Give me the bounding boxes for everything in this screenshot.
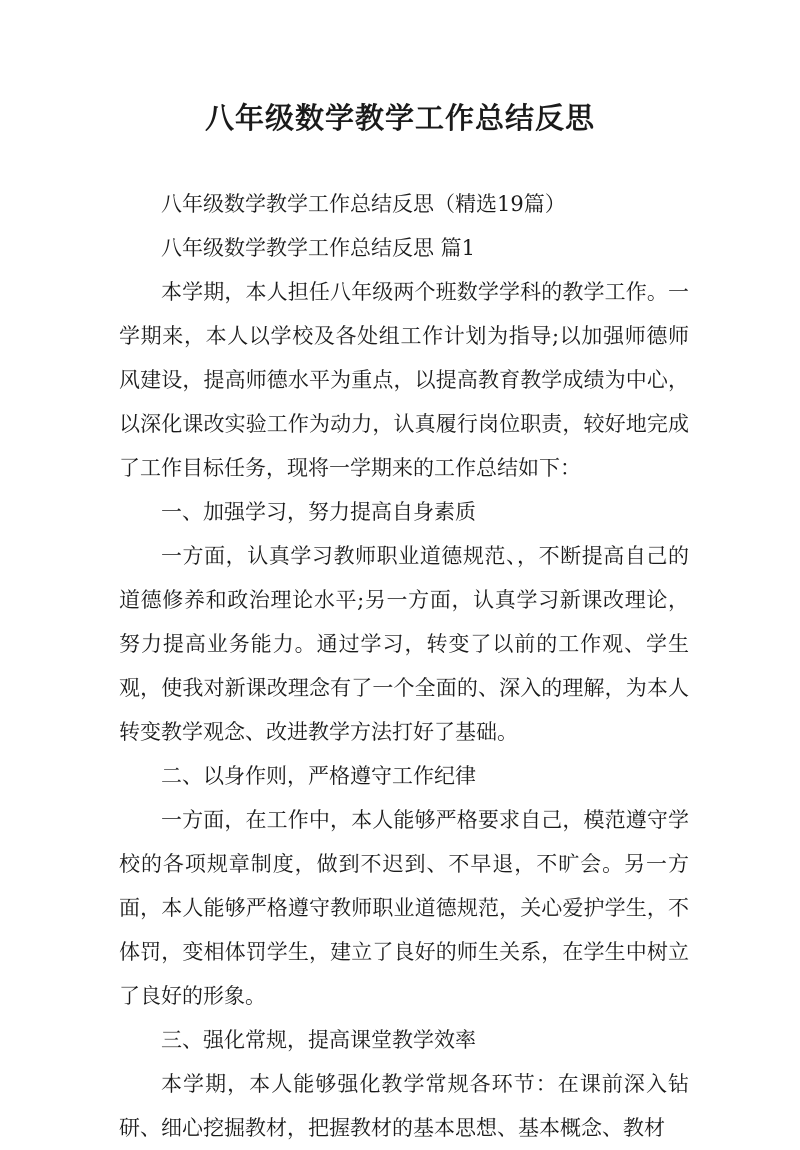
section-heading: 二、以身作则，严格遵守工作纪律 — [161, 764, 476, 788]
subtitle-paragraph: 八年级数学教学工作总结反思（精选19篇） — [161, 192, 566, 216]
section-heading-part1: 八年级数学教学工作总结反思 篇1 — [161, 236, 476, 260]
document-body — [119, 182, 689, 1150]
body-paragraph: 本学期，本人能够强化教学常规各环节：在课前深入钻研、细心挖掘教材，把握教材的基本思想、基本概念、教材 — [119, 1072, 689, 1140]
body-paragraph: 本学期，本人担任八年级两个班数学学科的教学工作。一学期来，本人以学校及各处组工作计划为指导;以加强师德师风建设，提高师德水平为重点，以提高教育教学成绩为中心，以深化课改实验工作为动力，认真履行岗位职责，较好地完成了工作目标任务，现将一学期来的工作总结如下： — [119, 280, 689, 480]
body-paragraph: 一方面，认真学习教师职业道德规范、，不断提高自己的道德修养和政治理论水平;另一方面，认真学习新课改理论，努力提高业务能力。通过学习，转变了以前的工作观、学生观，使我对新课改理念有了一个全面的、深入的理解，为本人转变教学观念、改进教学方法打好了基础。 — [119, 544, 689, 744]
section-heading: 三、强化常规，提高课堂教学效率 — [161, 1028, 476, 1052]
document-title: 八年级数学教学工作总结反思 — [204, 101, 595, 135]
body-paragraph: 一方面，在工作中，本人能够严格要求自己，模范遵守学校的各项规章制度，做到不迟到、不早退，不旷会。另一方面，本人能够严格遵守教师职业道德规范，关心爱护学生，不体罚，变相体罚学生，建立了良好的师生关系，在学生中树立了良好的形象。 — [119, 808, 689, 1008]
section-heading: 一、加强学习，努力提高自身素质 — [161, 500, 476, 524]
